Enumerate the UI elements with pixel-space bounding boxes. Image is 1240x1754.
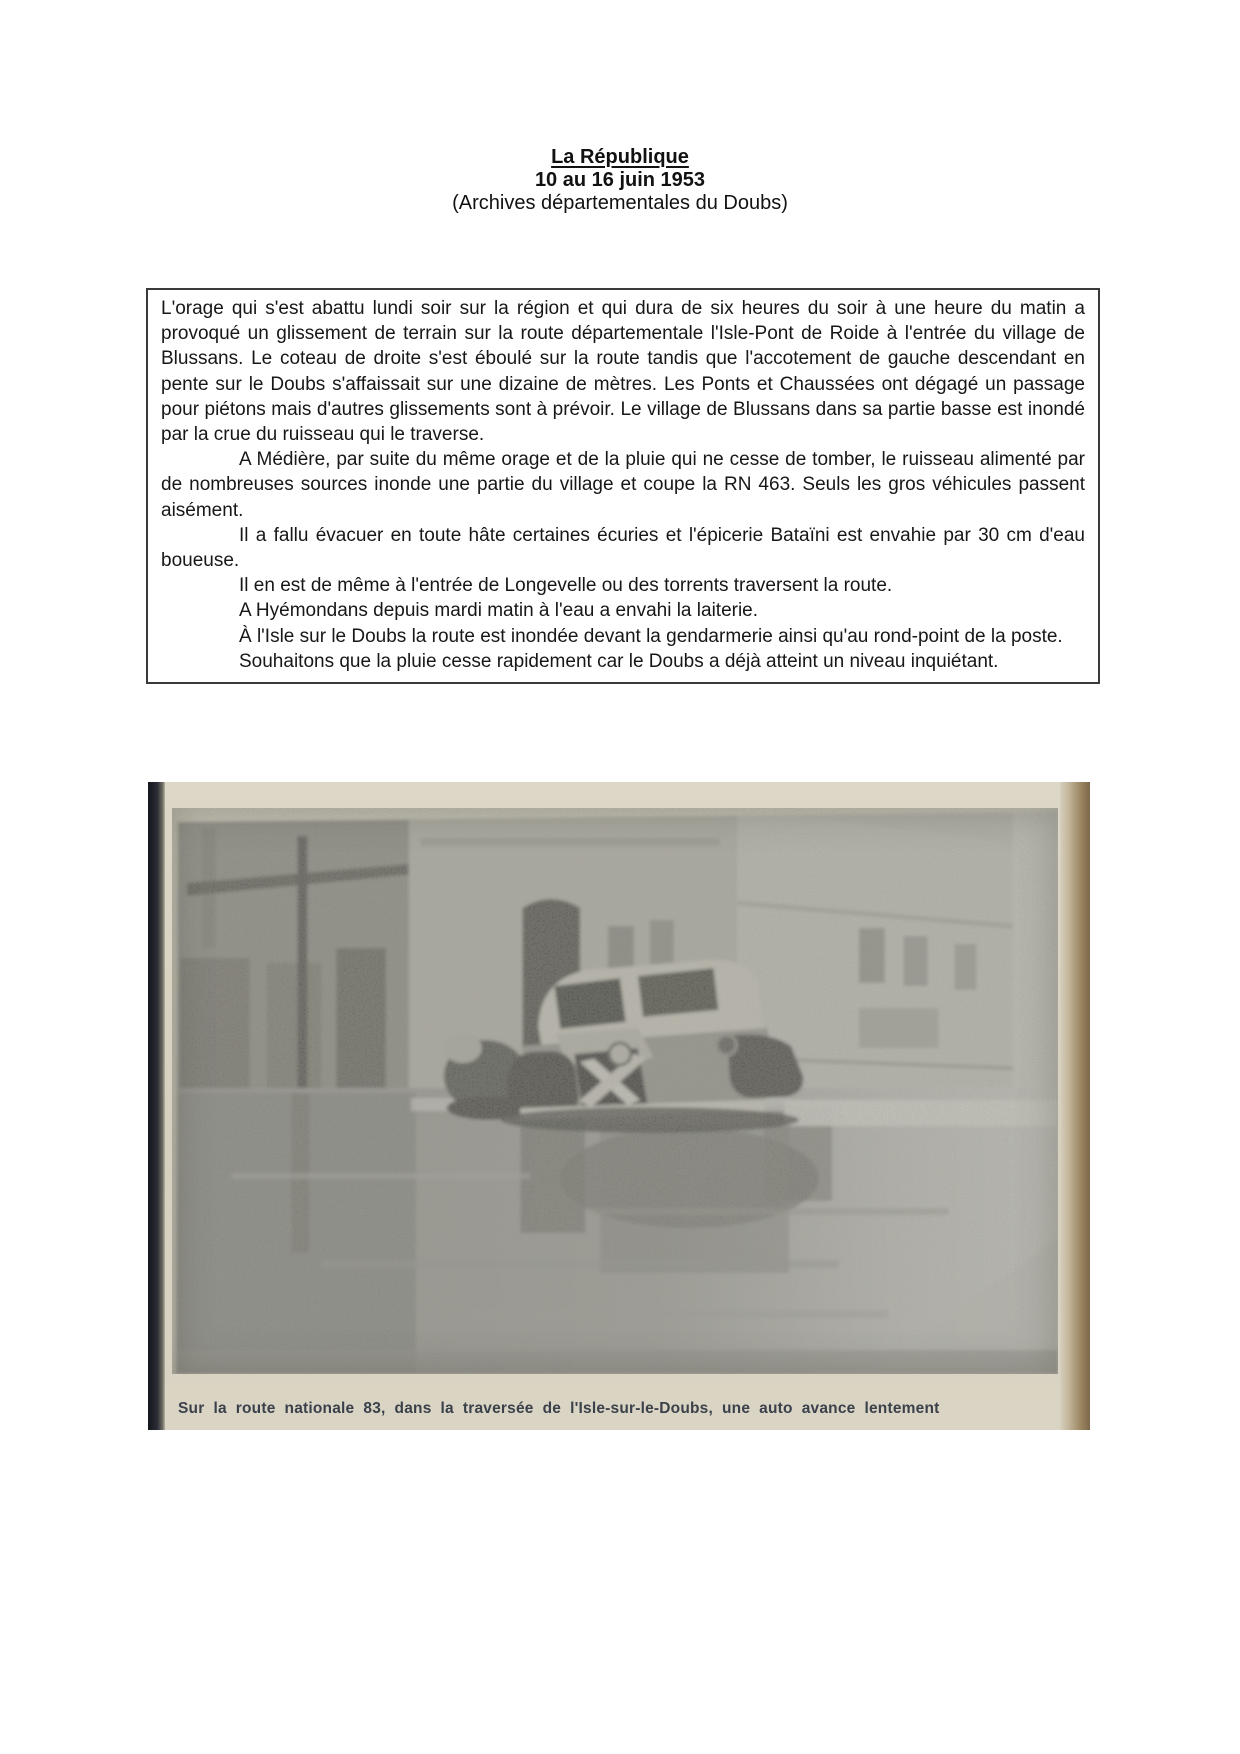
article-paragraph: Il en est de même à l'entrée de Longevelle ou des torrents traversent la route. [239,575,893,597]
article-text-box [146,288,1100,684]
page-edge-strip [1060,782,1090,1430]
article-paragraph: A Médière, par suite du même orage et de la pluie qui ne cesse de tomber, le ruisseau alimenté par de nombreuses sources inonde une partie du village et coupe la RN 463. Seuls les gros véhicules passent aisément. [161,449,1085,521]
archive-source: (Archives départementales du Doubs) [452,192,788,214]
article-paragraph: L'orage qui s'est abattu lundi soir sur la région et qui dura de six heures du soir à une heure du matin a provoqué un glissement de terrain sur la route départementale l'Isle-Pont de Roide à l'entrée du village de Blussans. Le coteau de droite s'est éboulé sur la route tandis que l'accotement de gauche descendant en pente sur le Doubs s'affaissait sur une dizaine de mètres. Les Ponts et Chaussées ont dégagé un passage pour piétons mais d'autres glissements sont à prévoir. Le village de Blussans dans sa partie basse est inondé par la crue du ruisseau qui le traverse. [161,298,1085,446]
article-paragraph: Souhaitons que la pluie cesse rapidement car le Doubs a déjà atteint un niveau inquiétant. [239,650,999,672]
article-paragraph: Il a fallu évacuer en toute hâte certaines écuries et l'épicerie Bataïni est envahie par 30 cm d'eau boueuse. [161,524,1085,572]
flood-photo [172,808,1058,1374]
newspaper-clipping [148,782,1090,1430]
halftone-grain [172,808,1058,1374]
document-header [0,146,1240,215]
date-range: 10 au 16 juin 1953 [534,169,706,191]
book-gutter-shadow [148,782,165,1430]
publication-title: La République [551,146,689,168]
photo-caption: Sur la route nationale 83, dans la traversée de l'Isle-sur-le-Doubs, une auto avance lentement [178,1400,940,1417]
flood-photo-art [172,808,1058,1374]
article-paragraph: A Hyémondans depuis mardi matin à l'eau a envahi la laiterie. [239,600,759,622]
article-paragraph: À l'Isle sur le Doubs la route est inondée devant la gendarmerie ainsi qu'au rond-point de la poste. [239,625,1063,647]
